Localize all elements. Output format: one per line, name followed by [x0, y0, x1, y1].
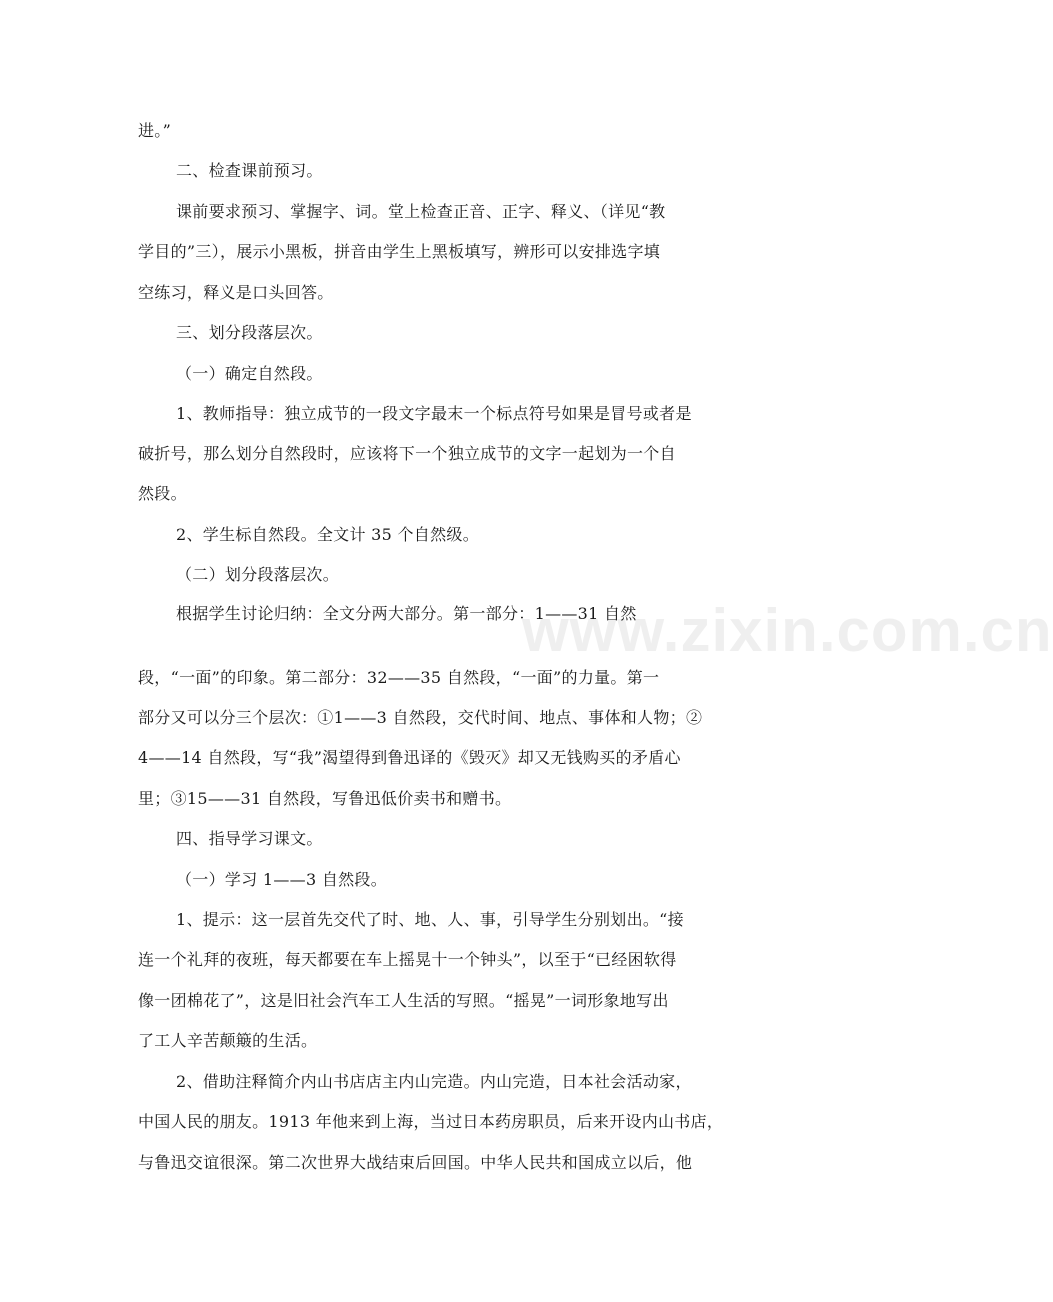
- subsection-heading: （一）学习 1——3 自然段。: [176, 870, 388, 889]
- section-heading: 二、检查课前预习。: [176, 161, 323, 180]
- text-line: 中国人民的朋友。1913 年他来到上海，当过日本药房职员，后来开设内山书店，: [138, 1112, 724, 1131]
- text-line: 1、提示：这一层首先交代了时、地、人、事，引导学生分别划出。“接: [176, 910, 684, 929]
- text-line: 2、学生标自然段。全文计 35 个自然级。: [176, 525, 480, 544]
- text-line: 连一个礼拜的夜班，每天都要在车上摇晃十一个钟头”，以至于“已经困软得: [138, 950, 677, 969]
- text-line: 里；③15——31 自然段，写鲁迅低价卖书和赠书。: [138, 789, 512, 808]
- text-line: 了工人辛苦颠簸的生活。: [138, 1031, 318, 1050]
- text-line: 进。”: [138, 121, 172, 140]
- text-line: 4——14 自然段，写“我”渴望得到鲁迅译的《毁灭》却又无钱购买的矛盾心: [138, 748, 681, 767]
- text-line: 部分又可以分三个层次：①1——3 自然段，交代时间、地点、事体和人物；②: [138, 708, 703, 727]
- text-line: 空练习，释义是口头回答。: [138, 283, 334, 302]
- section-heading: 三、划分段落层次。: [176, 323, 323, 342]
- subsection-heading: （一）确定自然段。: [176, 364, 323, 383]
- text-line: 像一团棉花了”，这是旧社会汽车工人生活的写照。“摇晃”一词形象地写出: [138, 991, 669, 1010]
- text-line: 2、借助注释简介内山书店店主内山完造。内山完造，日本社会活动家，: [176, 1072, 692, 1091]
- text-line: 段，“一面”的印象。第二部分：32——35 自然段，“一面”的力量。第一: [138, 668, 660, 687]
- text-line: 与鲁迅交谊很深。第二次世界大战结束后回国。中华人民共和国成立以后，他: [138, 1153, 693, 1172]
- subsection-heading: （二）划分段落层次。: [176, 565, 340, 584]
- text-line: 课前要求预习、掌握字、词。堂上检查正音、正字、释义、（详见“教: [176, 202, 666, 221]
- text-line: 根据学生讨论归纳：全文分两大部分。第一部分：1——31 自然: [176, 604, 637, 623]
- text-line: 1、教师指导：独立成节的一段文字最末一个标点符号如果是冒号或者是: [176, 404, 692, 423]
- section-heading: 四、指导学习课文。: [176, 829, 323, 848]
- text-line: 学目的”三），展示小黑板，拼音由学生上黑板填写，辨形可以安排选字填: [138, 242, 661, 261]
- watermark: www.zixin.com.cn: [522, 597, 1053, 664]
- text-line: 破折号，那么划分自然段时，应该将下一个独立成节的文字一起划为一个自: [138, 444, 676, 463]
- text-line: 然段。: [138, 484, 187, 503]
